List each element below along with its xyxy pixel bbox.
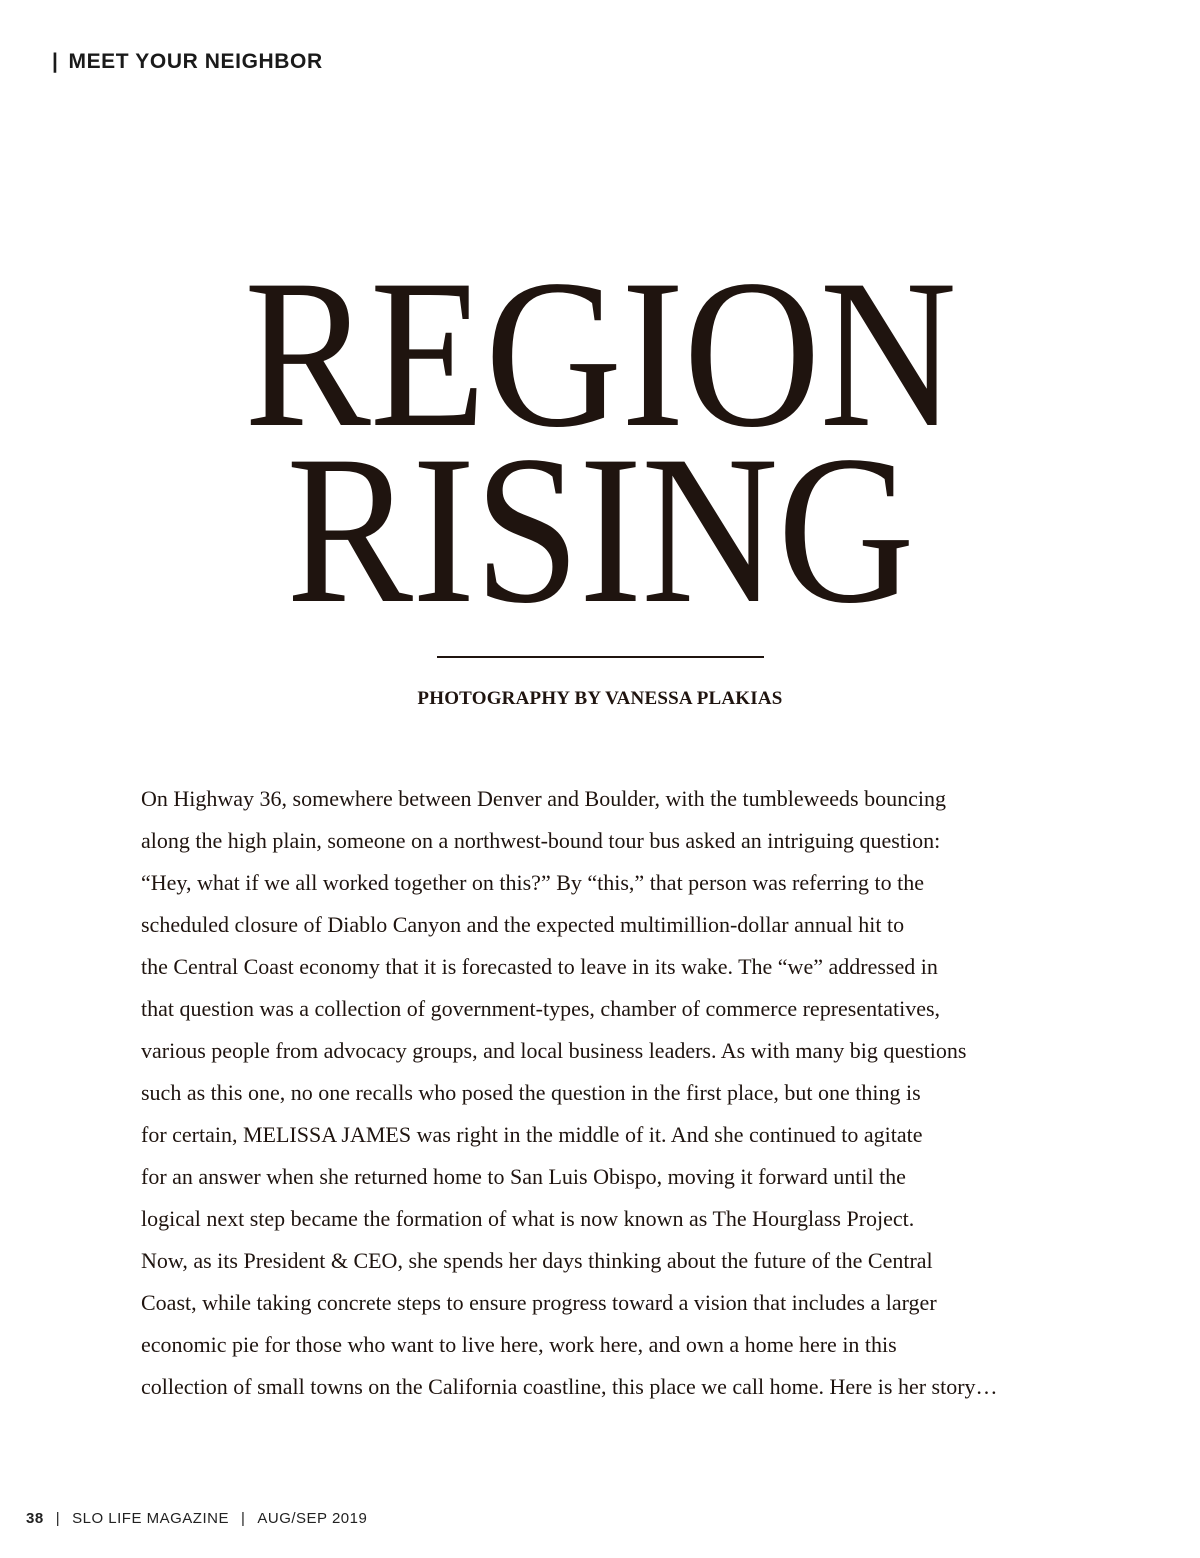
body-line: “Hey, what if we all worked together on this?” By “this,” that person was referring to the	[141, 870, 924, 895]
body-line: such as this one, no one recalls who posed the question in the first place, but one thing is	[141, 1080, 921, 1105]
section-tag-label: MEET YOUR NEIGHBOR	[68, 50, 323, 73]
article-body	[141, 783, 1081, 1413]
publication-name: SLO LIFE MAGAZINE	[72, 1510, 229, 1527]
divider-rule	[437, 656, 764, 658]
body-line: logical next step became the formation of what is now known as The Hourglass Project.	[141, 1206, 915, 1231]
body-line: collection of small towns on the California coastline, this place we call home. Here is her story…	[141, 1374, 998, 1399]
body-line: On Highway 36, somewhere between Denver and Boulder, with the tumbleweeds bouncing	[141, 786, 946, 811]
body-line: along the high plain, someone on a northwest-bound tour bus asked an intriguing question:	[141, 828, 941, 853]
body-line: that question was a collection of government-types, chamber of commerce representatives,	[141, 996, 941, 1021]
body-line: scheduled closure of Diablo Canyon and the expected multimillion-dollar annual hit to	[141, 912, 905, 937]
body-line: various people from advocacy groups, and local business leaders. As with many big questions	[141, 1038, 967, 1063]
footer-separator: |	[240, 1510, 246, 1527]
body-line: economic pie for those who want to live here, work here, and own a home here in this	[141, 1332, 897, 1357]
body-line: for certain, MELISSA JAMES was right in the middle of it. And she continued to agitate	[141, 1122, 923, 1147]
section-tag-bar: |	[52, 50, 59, 73]
footer-separator: |	[55, 1510, 61, 1527]
section-tag	[52, 50, 323, 74]
body-line: for an answer when she returned home to San Luis Obispo, moving it forward until the	[141, 1164, 906, 1189]
body-line: Now, as its President & CEO, she spends her days thinking about the future of the Central	[141, 1248, 933, 1273]
page-footer	[26, 1510, 367, 1527]
page-number: 38	[26, 1510, 44, 1527]
headline-line-1: REGION	[244, 236, 956, 472]
headline-line-2: RISING	[286, 412, 914, 648]
issue-date: AUG/SEP 2019	[257, 1510, 368, 1527]
body-line: Coast, while taking concrete steps to ensure progress toward a vision that includes a larger	[141, 1290, 937, 1315]
body-line: the Central Coast economy that it is forecasted to leave in its wake. The “we” addressed in	[141, 954, 938, 979]
photo-credit: PHOTOGRAPHY BY VANESSA PLAKIAS	[417, 688, 783, 709]
